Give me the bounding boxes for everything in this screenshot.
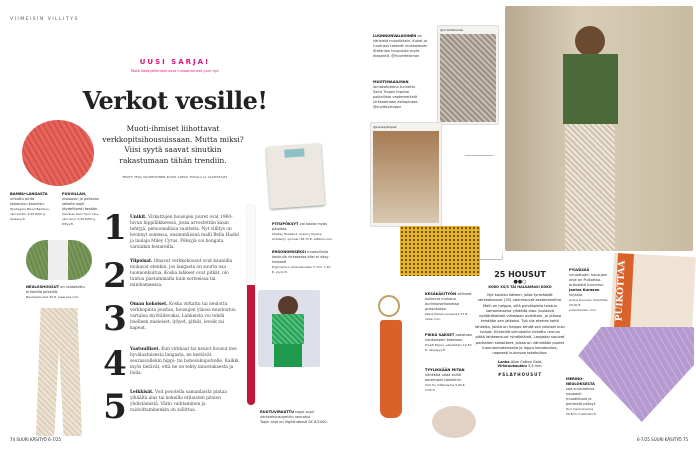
green-yarn-skein-image — [26, 240, 92, 280]
caption-luonnon: LUONNONVALKOINEN on värisistä muodikkain. Kukat ja ruudutus tekevät ranskalaisen Stefanian housuista myös elegantit. @ricomfelsman — [373, 34, 428, 58]
caption-top: RUUTUVIRKATTU toppi sopii verkkohousujenkin seuraksi. Topin ohje on illgilehdessä SK 8/2000. — [260, 410, 328, 424]
series-label: UUSI SARJA! — [139, 58, 211, 66]
pattern-body: Nyt koukku käteen, jotta tyrmäävät verkkohousut (25) valmistuvat kesämenoihin. Malli on helppo, sillä pylväspinta toistuu samanlaisena ylhäältä alas. Joustava vyötärökaitale virkataan poikittain, ja yläosa tehdään sen jatkoksi. Työ siis etenee kohti lahkeita, joista on helppo tehdä sen pituiset kuin haluat. Kiinteillä silmukoilla virkattu reunus pitää lahkeensuut ryhdikkäinä. Langaksi sopivat parhaiten sekoitteet, joissa on vähintään puolet luonnonmateriaalia ja loppu keinokuitua, nopeasti kuivuvaa tekokuitua. — [475, 293, 565, 356]
pattern-block: 25 HOUSUT ●●○ KOKO XS/S TAI HALUAMASI KOKO Nyt koukku käteen, jotta tyrmäävät verkkohousut (25) valmistuvat kesämenoihin. Malli on helppo, sillä pylväspinta toistuu samanlaisena ylhäältä alas. Joustava vyötärökaitale virkataan poikittain, ja yläosa tehdään sen jatkoksi. Työ siis etenee kohti lahkeita, joista on helppo tehdä sen pituiset kuin haluat. Kiinteillä silmukoilla virkattu reunus pitää lahkeensuut ryhdikkäinä. Langaksi sopivat parhaiten sekoitteet, joissa on vähintään puolet luonnonmateriaalia ja loppu keinokuitua, nopeasti kuivuvaa tekokuitua. Lanka Alize Cotton Gold. Virkkuukoukku 3,5 mm. #SLAYHOUSUT — [475, 270, 565, 377]
crochet-hook-image — [247, 205, 255, 405]
intro-text: Muoti-ihmiset liihottavat verkkopitsihousuissaan. Mutta miksi? Viisi syytä saavat sinutkin rakastumaan tähän trendiin. — [102, 124, 244, 165]
caption-bamboo: BAMBU-LANGASTA virkattu pinta laskeutuu kauniisti. Hjertegarn Blend Bamboo, väri koralli, 6,20 €/50 g, lankava.fi. — [10, 192, 50, 221]
difficulty-rating: ●●○ — [513, 279, 527, 285]
byline: TEKSTI TEIJA KOLEHMAINEN KUVAT ALEKSI TIKKALA JA VALMISTAJAT — [122, 176, 228, 179]
caption-pylvas: PYLVÄSSÄ neulottujen housujen ohje on Puikottaa-brändistä tunnetun Janina Kurosen kirjasta. Janina Kuronen: Puikottaa 29,90 €, suomalainen.com. — [569, 268, 608, 312]
page-footer-right: 6-7/25 SUURI KÄSITYÖ 75 — [636, 437, 688, 442]
page-title: Verkot vesille! — [82, 86, 268, 115]
model-photo — [258, 290, 320, 367]
caption-kesa: KESÄKÄSITYÖN välineet kulkevat mukana aurinkoiseltaisessa pussukassa. Marie Marien pussukka 37 €, radis.com. — [425, 292, 472, 321]
orange-scissors-case-image — [380, 320, 402, 418]
pattern-title: 25 HOUSUT — [494, 270, 546, 279]
pattern-size: KOKO XS/S TAI HALUAMASI KOKO — [488, 285, 552, 289]
puikottaa-book-image: PUIKOTTAA — [610, 253, 696, 332]
knit-pants-image — [36, 308, 82, 436]
instagram-post-1[interactable]: @ricomfelsman — [437, 25, 499, 125]
caption-lace: PITSIPÖKSYT voi koota myös paloista. Shelley Husband: Granny Square Academy -ponnari 38,70 €, adlibris.com. — [272, 222, 333, 241]
instagram-post-2[interactable]: @sundaytropez — [370, 122, 442, 227]
scissors-image — [378, 295, 400, 317]
yellow-bag-image — [400, 226, 480, 276]
section-label: VIIMEISIN VILLITYS — [10, 17, 79, 22]
hashtag: #SLAYHOUSUT — [497, 371, 543, 377]
model-large-photo — [505, 6, 693, 251]
caption-muoti: MUOTIMAAILMAN lomakohteena tunnettu Saint Tropez inspiroi paikallista vaatemerkkiä virkkaamaan asitopintaa. @sundaytropez — [373, 80, 419, 109]
series-subtitle: Tästä käsityöihmiset ovat hullaantuneet juuri nyt. — [130, 69, 220, 73]
page-footer-left: 74 SUURI KÄSITYÖ 6-7/25 — [10, 437, 62, 442]
tape-measure-image — [432, 406, 476, 438]
caption-knit: NEULOSHOUSUT on raidoitettu erilaisilla pitseillä. Neulosahousut 40 €, reserved.com. — [26, 285, 85, 299]
caption-merino: MERINO-NEULOKSESTA saa surautettua nopeasti muodikkaat ja pehmeät pöksyt. Tuvi merinoneulos 56 €/m, tuvitmaki.fi. — [566, 377, 597, 416]
caption-ergo: ERGONOMISEKSI muotoillulla koukulla virkatessa käsi ei väsy helposti. Ergonomics virkkuukoukku 5 mm, 7,20 €, prym.fi. — [272, 250, 331, 274]
caption-sakset: PIKKU SAKSET pakataan nahkaiseen koteloon. Prosdi Espoo -sakskotelo 12,50 €, niinjapyy.fi. — [425, 333, 473, 352]
coral-yarn-ball-image — [22, 120, 94, 186]
caption-mitta: TYYLIKKÄÄN MITAN nähkeää oltaa esille parempiin taloleihin. Schl Pu mittanauha 9,90 €, holtr.fi. — [425, 368, 466, 392]
granny-square-book-image — [266, 143, 325, 209]
caption-cotton: PUUVILLAN, viskoosin ja pellavan sekoite sopii täydellisesti kesään. Sandnes Garn Tynn Line, väri oliivi, 5,59 €/50 g, tilltyy.fi. — [62, 192, 100, 226]
